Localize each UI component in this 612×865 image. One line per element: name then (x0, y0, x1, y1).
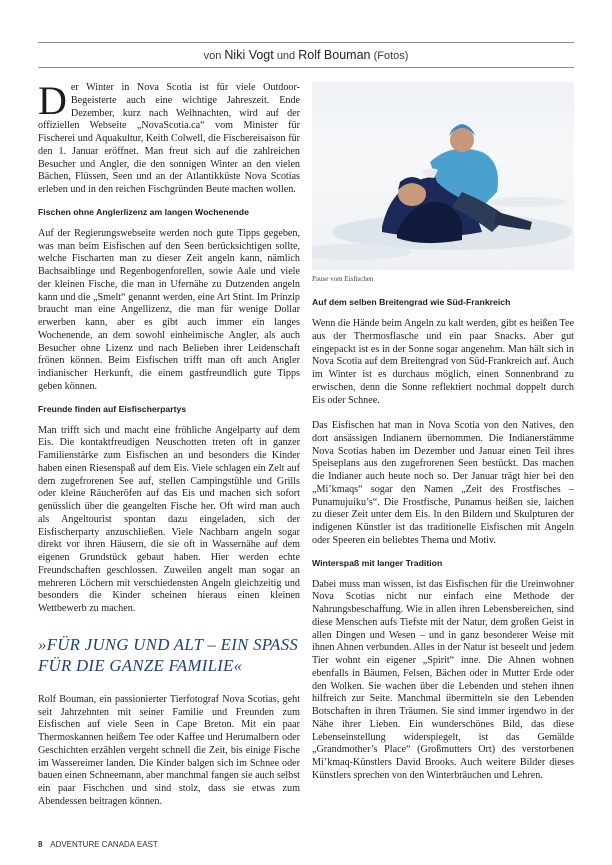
ice-fishing-photo (312, 82, 574, 270)
magazine-name: ADVENTURE CANADA EAST (50, 840, 158, 849)
paragraph-angelparty: Man trifft sich und macht eine fröhliche Angelparty auf dem Eis. Die kontaktfreudigen Neuschotten treten oft in ganzer Familienstärke zum Eisfischen an und besonders die Kinder haben einen Riesenspaß auf dem Eis. Viele schlagen ein Zelt auf dem zugefrorenen See auf, stellen Campingstühle und Grills oder kleine Räucheröfen auf das Eis und machen sich sofort genüsslich über die geangelten Fische her. Oft wird man auch als Angeltourist spontan dazu eingeladen, sich der Eisfischerparty anzuschließen. Viele Nachbarn angeln sogar direkt vor ihren Häusern, die sie oft in Wassernähe auf dem eigenen Grundstück gebaut haben. Hier werden echte Freundschaften geschlossen. Zuweilen angelt man sogar an mehreren Löchern mit verschiedensten Angeln gleichzeitig und besonders die Kinder scheinen hieraus einen kleinen Wettbewerb zu machen. (38, 424, 300, 614)
page-number: 8 (38, 840, 43, 849)
photo-illustration (312, 82, 574, 270)
drop-cap: D (38, 78, 67, 123)
byline-photo-note: (Fotos) (373, 50, 409, 62)
paragraph-rolf-bouman: Rolf Bouman, ein passionierter Tierfotograf Nova Scotias, geht seit Jahrzehnten mit seiner Familie und Freunden zum Eisfischen auf viele Seen in Cape Breton. Mit ein paar Thermoskannen heißem Tee oder Kaffee und Herumalbern oder Geschichten erzählen vergeht schnell die Zeit, bis einige Fische im Wassereimer landen. Die Kinder balgen sich im Schnee oder bauen einen Schneemann, aber manchmal fangen sie auch selbst ein paar Fischchen und sind stolz, dass sie etwas zum Abendessen beitragen können. (38, 693, 300, 807)
left-column (38, 78, 300, 809)
pull-quote: »FÜR JUNG UND ALT – EIN SPASS FÜR DIE GANZE FAMILIE« (38, 634, 299, 675)
page-footer (38, 840, 158, 849)
subheading-eisfischerpartys: Freunde finden auf Eisfischerpartys (38, 403, 187, 414)
subheading-anglerlizenz: Fischen ohne Anglerlizenz am langen Wochenende (38, 206, 249, 217)
byline-author: Niki Vogt (224, 48, 274, 62)
byline-photographer: Rolf Bouman (298, 48, 371, 62)
byline-conj: und (276, 50, 296, 62)
photo-caption: Pause vom Eisfischen (312, 275, 374, 283)
intro-text: er Winter in Nova Scotia ist für viele Outdoor-Begeisterte auch eine wichtige Jahreszeit. Ende Dezember, kurz nach Weihnachten, wird auf der offiziellen Webseite „NovaScotia.ca“ vom Minister für Fischerei und Aquakultur, Keith Colwell, die Fischereisaison für den 1. Januar eröffnet. Man freut sich auf die zahlreichen Besucher und Angler, die den sonnigen Winter an den vielen Bächen, Flüssen, Seen und an der Atlantikküste Nova Scotias erleben und in den reichen Fischgründen Beute machen wollen. (38, 82, 300, 195)
right-column (312, 82, 574, 783)
paragraph-ureinwohner: Dabei muss man wissen, ist das Eisfischen für die Ureinwohner Nova Scotias nicht nur einfach eine Methode der Nahrungsbeschaffung. Wie in allen ihren Lebensbereichen, sind diese Menschen aufs Tiefste mit der Natur, dem großen Geist in allen Dingen und Wesen – und in ganz besonderer Weise mit ihnen Ahnen verbunden. Alles in der Natur ist beseelt und jedem Tier wohnt ein eigener „Spirit“ inne. Die Ahnen wohnen ebenfalls in Bäumen, Felsen, Bächen oder in Mutter Erde oder den Wolken. Sie wachen über die Lebenden und stehen ihnen hilfreich zur Seite. Manchmal übermitteln sie den Lebenden Botschaften in ihren Träumen. Sie sind immer irgendwo in der Nähe ihrer Lieben. Ein wunderschönes Bild, das diese Lebenseinstellung widerspiegelt, ist das Gemälde „Grandmother’s Place“ (Großmutters Ort) des verstorbenen Mi’kmaq-Künstlers David Brooks. Auch weitere Bilder dieses Künstlers sprechen von den Winterbräuchen und Lehren. (312, 578, 574, 781)
paragraph-tee: Wenn die Hände beim Angeln zu kalt werden, gibt es heißen Tee aus der Thermosflasche und ein paar Snacks. Aber gut eingepackt ist es in der Sonne sogar angenehm. Man hält sich in Nova Scotia auf dem Breitengrad von Süd-Frankreich auf. Auch im Winter ist es durchaus möglich, einen Sonnenbrand zu erwischen, denn die Sonne reflektiert nochmal doppelt durch Eis oder Schnee. (312, 318, 575, 406)
byline-prefix: von (203, 50, 222, 62)
byline (38, 48, 574, 62)
paragraph-natives: Das Eisfischen hat man in Nova Scotia von den Natives, den dort ansässigen Indianern übernommen. Die Indianerstämme Nova Scotias haben im Dezember und Januar einen Teil ihres Speiseplans aus den zugefrorenen Seen bestückt. Das machen die Indianer auch heute noch so. Der Januar trägt hier bei den „Mi’kmaqs“ sogar den Namen „Zeit des Frostfisches – Punamujuiku’s“. Die Frostfische, Punamus heißen sie, laichen zu dieser Zeit unter dem Eis. In den Bildern und Skulpturen der indigenen Künstler ist das traditionelle Eisfischen mit Angeln oder Speeren ein beliebtes Thema und Motiv. (312, 420, 574, 546)
top-rule (38, 42, 574, 43)
intro-paragraph (38, 78, 300, 197)
subheading-breitengrad: Auf dem selben Breitengrad wie Süd-Frankreich (312, 297, 511, 307)
byline-rule (38, 67, 574, 68)
paragraph-tipps: Auf der Regierungswebseite werden noch gute Tipps gegeben, was man beim Eisfischen auf den Seen berücksichtigen sollte, welche Fischarten man zu dieser Zeit angeln kann, nämlich Bachsaiblinge und Regenbogenforellen, sowie Aale und viele der kleinen Fische, die man in Ufernähe zu Dutzenden angeln kann und die „Smelt“ genannt werden, eine Art Stint. Im Prinzip braucht man eine Angellizenz, die man für wenige Dollar erwerben kann, aber es gibt auch immer ein langes Wochenende, an dem sowohl einheimische Angler, als auch Besucher ohne Lizenz und nach Belieben ihrer Leidenschaft frönen können. Beim Eisfischen trifft man oft auch Angler indianischer Herkunft, die einem gastfreundlich gute Tipps geben können. (38, 227, 300, 392)
subheading-tradition: Winterspaß mit langer Tradition (312, 557, 443, 568)
